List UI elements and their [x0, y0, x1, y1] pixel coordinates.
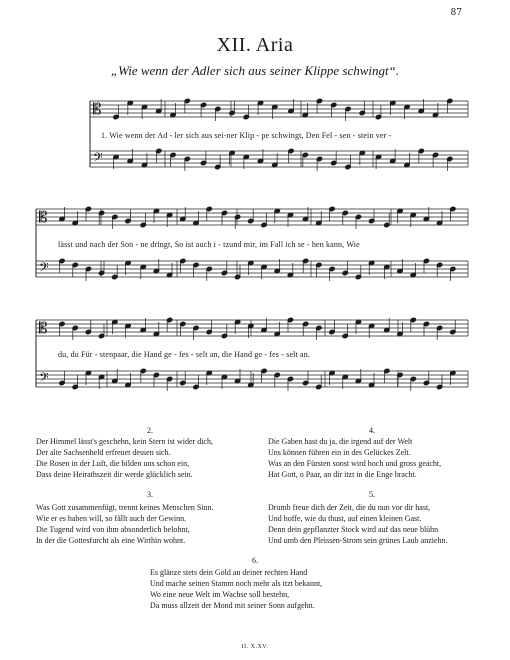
verse-line: Wie er es haben will, so fällt auch der Gewinn.: [36, 514, 187, 523]
verse-line: Denn dein gepflanzter Stock wird auf das neue blühn: [268, 525, 439, 534]
verse-line: In der die Gottesfurcht als eine Wirthin wohnt.: [36, 536, 186, 545]
aria-title: XII. Aria: [216, 34, 294, 56]
verse-line: Wo eine neue Welt im Wachse soll bestehn,: [150, 590, 290, 599]
verse-line: Hat Gott, o Paar, an dir itzt in die Enge bracht.: [268, 470, 417, 479]
verse-line: Der alte Sachsenheld erfreuet dessen sich.: [36, 448, 171, 457]
verse-number: 6.: [252, 556, 258, 565]
aria-subtitle: „Wie wenn der Adler sich aus seiner Klippe schwingt“.: [110, 63, 400, 78]
lyric-line-3: du, du Für - stenpaar, die Hand ge - fes - selt an, die Hand ge - fes - selt an.: [58, 350, 311, 359]
verse-line: Die Rosen in der Luft, die bilden uns schon ein,: [36, 459, 190, 468]
footer-signature: II. X.XV.: [241, 644, 269, 650]
c-clef: 𝄡: [93, 100, 102, 119]
verse-line: Und mache seinen Stamm noch mehr als itzt bekannt,: [150, 579, 323, 588]
verse-line: Die Gaben hast du ja, die irgend auf der Welt: [268, 437, 413, 446]
verse-line: Die Tugend wird von ihm absonderlich belohnt,: [36, 525, 190, 534]
verse-number: 4.: [369, 426, 375, 435]
verse-line: Und umb den Pleissen-Strom sein grünes Laub anziehn.: [268, 536, 448, 545]
verse-line: Uns können führen ein in des Gelückes Zelt.: [268, 448, 411, 457]
f-clef: 𝄢: [39, 260, 49, 279]
c-clef: 𝄡: [39, 319, 48, 338]
verse-number: 3.: [147, 490, 153, 499]
verse-line: Dass deine Heirathszeit dir werde glücklich sein.: [36, 470, 193, 479]
verse-line: Was Gott zusammenfügt, trennt keines Menschen Sinn.: [36, 503, 214, 512]
verse-line: Der Himmel lässt's geschehn, kein Stern ist wider dich,: [36, 437, 213, 446]
verse-line: Drumb freue dich der Zeit, die du nun vor dir hast,: [268, 503, 431, 512]
page-number: 87: [450, 8, 462, 18]
verse-line: Da muss allzeit der Mond mit seiner Sonn aufgehn.: [150, 601, 315, 610]
c-clef: 𝄡: [39, 208, 48, 227]
verse-number: 5.: [369, 490, 375, 499]
verse-line: Es glänze stets dein Gold an deiner rechten Hand: [150, 568, 308, 577]
verse-line: Was an den Fürsten sonst wird hoch und gross geacht,: [268, 459, 442, 468]
lyric-line-2: lässt und nach der Son - ne dringt, So ist auch i - tzund mir, im Fall ich se - hen kann, Wie: [58, 240, 360, 249]
f-clef: 𝄢: [93, 150, 103, 169]
f-clef: 𝄢: [39, 370, 49, 389]
lyric-line-1: 1. Wie wenn der Ad - ler sich aus sei-ner Klip - pe schwingt, Den Fel - sen - stein ver -: [101, 131, 392, 140]
verse-line: Und hoffe, wie du thust, auf einen kleinen Gast.: [268, 514, 422, 523]
verse-number: 2.: [147, 426, 153, 435]
